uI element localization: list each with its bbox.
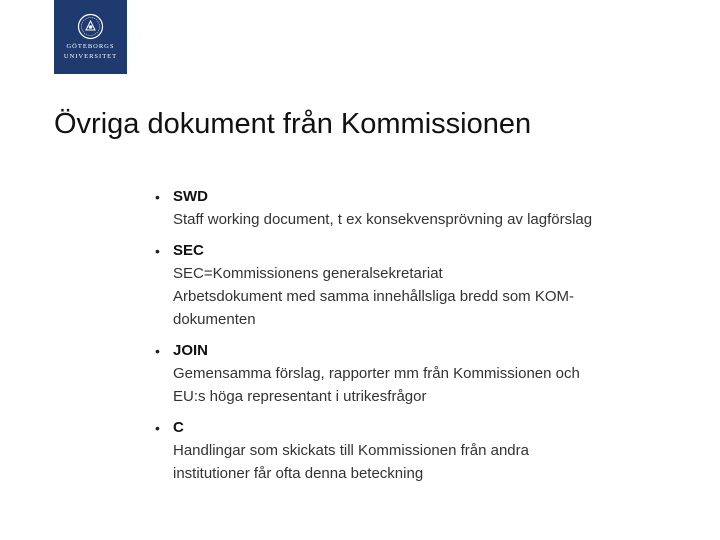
item-text-line: institutioner får ofta denna beteckning <box>173 465 424 482</box>
item-heading: JOIN <box>173 342 209 359</box>
list-item-c <box>155 417 675 485</box>
list-item-swd <box>155 186 675 231</box>
bullet-icon: • <box>155 243 160 259</box>
bullet-list <box>155 186 675 494</box>
item-text-line: dokumenten <box>173 311 256 328</box>
list-item-sec <box>155 240 675 331</box>
bullet-icon: • <box>155 420 160 436</box>
item-heading: SWD <box>173 188 208 205</box>
university-logo <box>54 0 127 74</box>
item-text-line: Gemensamma förslag, rapporter mm från Kommissionen och <box>173 365 580 382</box>
item-heading: C <box>173 419 184 436</box>
item-text-line: EU:s höga representant i utrikesfrågor <box>173 388 427 405</box>
item-text-line: Handlingar som skickats till Kommissionen från andra <box>173 442 529 459</box>
logo-text-line2: UNIVERSITET <box>63 53 118 60</box>
university-seal-icon <box>77 13 104 40</box>
item-text-line: Arbetsdokument med samma innehållsliga bredd som KOM- <box>173 288 575 305</box>
item-text-line: SEC=Kommissionens generalsekretariat <box>173 265 443 282</box>
list-item-join <box>155 340 675 408</box>
bullet-icon: • <box>155 343 160 359</box>
logo-text-line1: GÖTEBORGS <box>66 43 115 50</box>
item-text-line: Staff working document, t ex konsekvensprövning av lagförslag <box>173 211 593 228</box>
slide-title: Övriga dokument från Kommissionen <box>54 108 532 140</box>
bullet-icon: • <box>155 189 160 205</box>
item-heading: SEC <box>173 242 204 259</box>
